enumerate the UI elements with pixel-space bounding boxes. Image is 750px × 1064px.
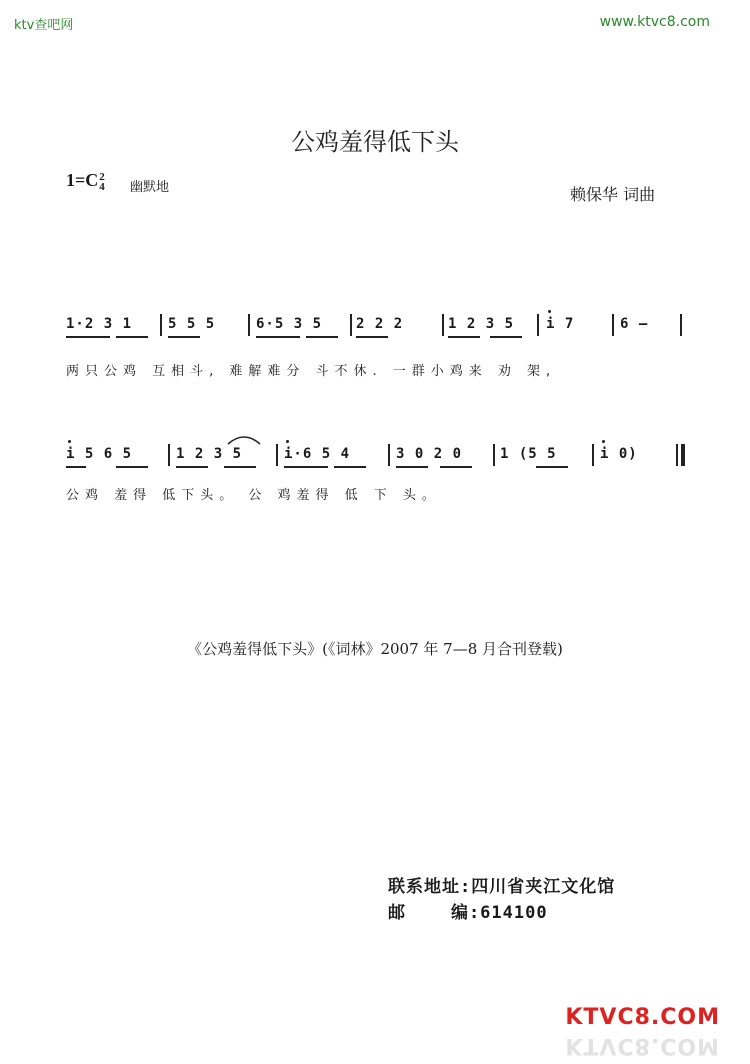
contact-postcode: 邮 编:614100 <box>388 903 548 923</box>
beam <box>168 336 200 338</box>
barline <box>160 314 162 336</box>
watermark-right: www.ktvc8.com <box>599 14 710 30</box>
measure: 6·5 3 5 <box>256 316 323 332</box>
song-title: 公鸡羞得低下头 <box>291 128 459 156</box>
beam <box>306 336 338 338</box>
measure: 2 2 2 <box>356 316 404 332</box>
beam <box>66 466 86 468</box>
barline <box>442 314 444 336</box>
beam <box>116 336 148 338</box>
barline <box>388 444 390 466</box>
barline <box>350 314 352 336</box>
time-signature <box>99 172 105 192</box>
measure: 1 2 3 5 <box>448 316 515 332</box>
measure: i 7 <box>546 316 575 332</box>
beam <box>116 466 148 468</box>
beam <box>66 336 110 338</box>
barline <box>168 444 170 466</box>
publication-citation: 《公鸡羞得低下头》(《词林》2007 年 7—8 月合刊登载) <box>187 640 563 658</box>
beam <box>536 466 568 468</box>
measure: 3 0 2 0 <box>396 446 463 462</box>
barline <box>248 314 250 336</box>
octave-dot <box>602 440 605 443</box>
octave-dot <box>286 440 289 443</box>
measure: i·6 5 4 <box>284 446 351 462</box>
measure: i 0) <box>600 446 638 462</box>
beam <box>284 466 328 468</box>
measure: 1 2 3 5 <box>176 446 243 462</box>
final-barline-thick <box>681 444 685 466</box>
contact-address: 联系地址:四川省夹江文化馆 <box>388 877 616 897</box>
barline <box>537 314 539 336</box>
beam <box>356 336 388 338</box>
site-logo-reflection: KTVC8.COM <box>565 1033 720 1058</box>
beam <box>396 466 428 468</box>
measure: 1·2 3 1 <box>66 316 133 332</box>
slur <box>226 432 262 446</box>
key-signature <box>66 170 105 192</box>
barline <box>680 314 682 336</box>
beam <box>440 466 472 468</box>
octave-dot <box>548 310 551 313</box>
measure: i 5 6 5 <box>66 446 133 462</box>
watermark-left: ktv查吧网 <box>14 18 74 33</box>
measure: 6 – <box>620 316 649 332</box>
lyrics-line-1: 两只公鸡 互相斗, 难解难分 斗不休. 一群小鸡来 劝 架, <box>66 364 557 379</box>
beam <box>224 466 256 468</box>
beam <box>256 336 300 338</box>
barline <box>592 444 594 466</box>
author-credit: 赖保华 词曲 <box>570 185 656 204</box>
time-top: 2 <box>99 170 105 183</box>
measure: 5 5 5 <box>168 316 216 332</box>
beam <box>448 336 480 338</box>
beam <box>490 336 522 338</box>
beam <box>334 466 366 468</box>
site-logo: KTVC8.COM <box>565 1005 720 1030</box>
measure: 1 (5 5 <box>500 446 557 462</box>
barline <box>276 444 278 466</box>
barline <box>493 444 495 466</box>
barline <box>612 314 614 336</box>
key-label: 1=C <box>66 170 99 190</box>
tempo-marking: 幽默地 <box>130 180 170 195</box>
time-bottom: 4 <box>99 180 105 193</box>
beam <box>176 466 208 468</box>
octave-dot <box>68 440 71 443</box>
lyrics-line-2: 公鸡 羞得 低下头。 公 鸡羞得 低 下 头。 <box>66 488 441 503</box>
final-barline-thin <box>676 444 678 466</box>
